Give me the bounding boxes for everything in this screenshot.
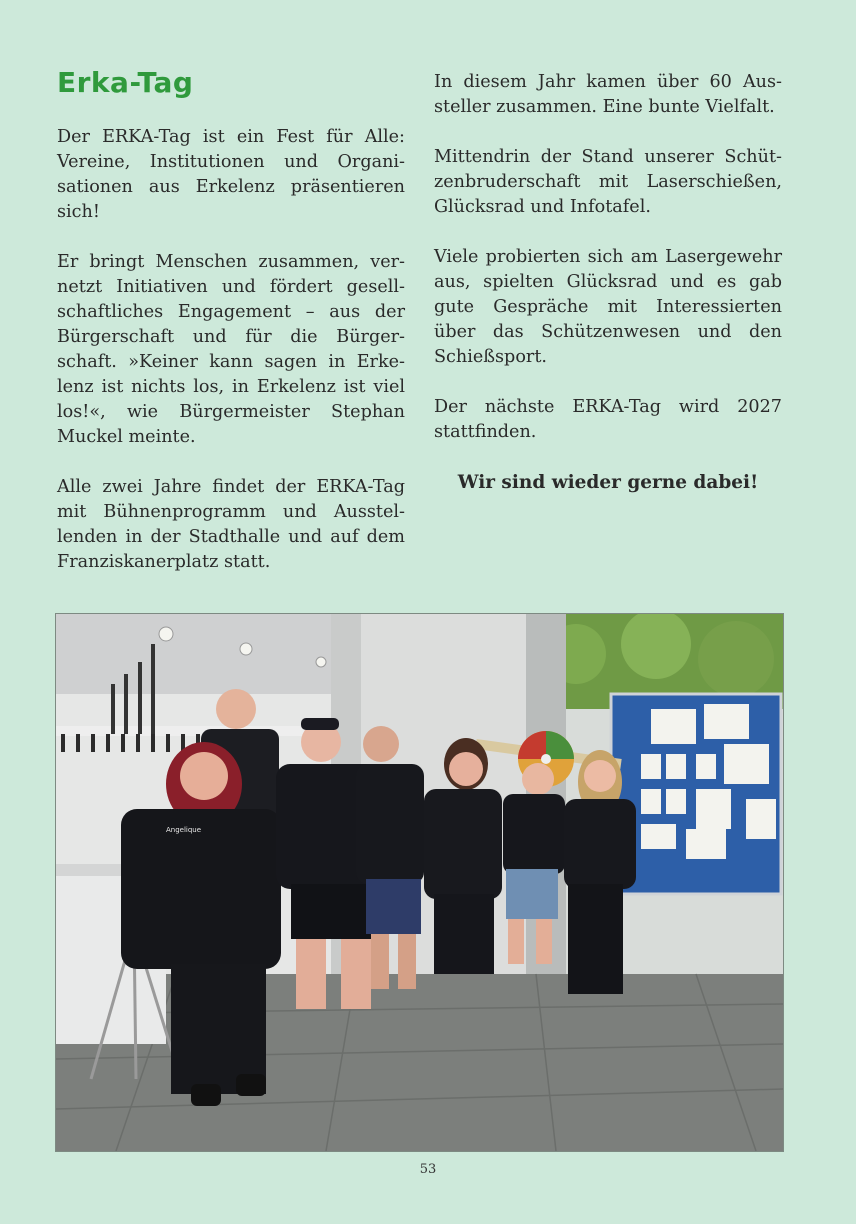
group-photo-illustration bbox=[56, 614, 783, 1151]
paragraph-schedule: Alle zwei Jahre findet der ERKA-Tag mit Bühnenprogramm und Ausstellenden in der Stadthalle und auf dem Franziskanerplatz statt. bbox=[57, 477, 405, 572]
closing-statement: Wir sind wieder gerne dabei! bbox=[457, 472, 759, 493]
paragraph-stand: Mittendrin der Stand unserer Schützenbruderschaft mit Laserschießen, Glücksrad und Infotafel. bbox=[434, 147, 782, 217]
right-column bbox=[434, 70, 782, 520]
paragraph-community: Er bringt Menschen zusammen, vernetzt Initiativen und fördert gesellschaftliches Engagement – aus der Bürgerschaft und für die Bürgerschaft. »Keiner kann sagen in Erkelenz ist nichts los, in Erkelenz ist viel los!«, wie Bürgermeister Stephan Muckel meinte. bbox=[57, 252, 405, 447]
paragraph-activities: Viele probierten sich am Lasergewehr aus, spielten Glücksrad und es gab gute Gespräche mit Interessierten über das Schützenwesen und den Schießsport. bbox=[434, 247, 782, 367]
paragraph-next-event: Der nächste ERKA-Tag wird 2027 stattfinden. bbox=[434, 397, 782, 442]
paragraph-intro: Der ERKA-Tag ist ein Fest für Alle: Vereine, Institutionen und Organisationen aus Erkelenz präsentieren sich! bbox=[57, 127, 405, 222]
left-column bbox=[57, 125, 405, 600]
shirt-name-text: Angelique bbox=[166, 826, 202, 834]
article-title: Erka-Tag bbox=[57, 66, 194, 99]
group-photo bbox=[55, 613, 784, 1152]
paragraph-exhibitors: In diesem Jahr kamen über 60 Aussteller zusammen. Eine bunte Vielfalt. bbox=[434, 72, 782, 117]
page-number: 53 bbox=[419, 1162, 437, 1177]
